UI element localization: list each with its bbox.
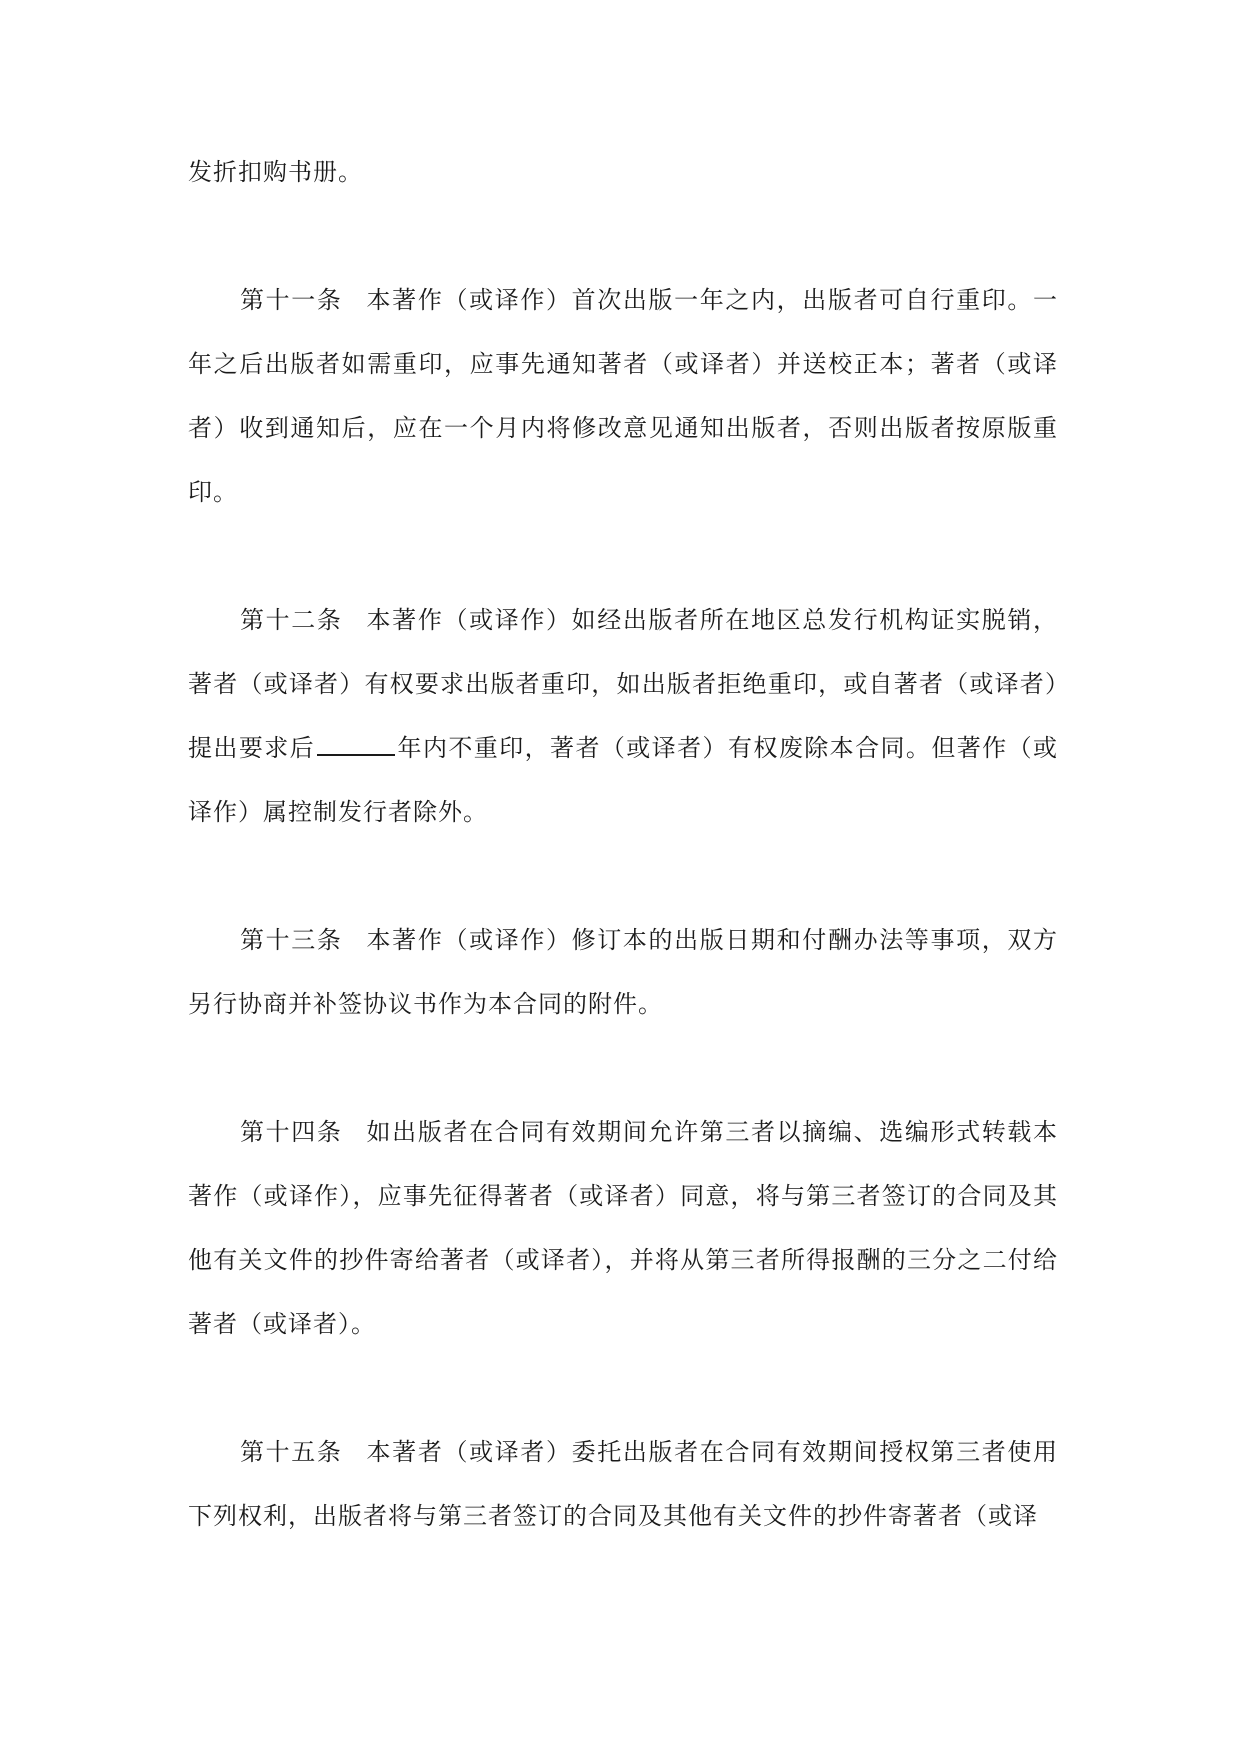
article-15 <box>188 1420 1058 1548</box>
article-13 <box>188 908 1058 1036</box>
document-body <box>188 140 1058 1612</box>
article-text: 如出版者在合同有效期间允许第三者以摘编、选编形式转载本著作（或译作），应事先征得著者（或译者）同意，将与第三者签订的合同及其他有关文件的抄件寄给著者（或译者），并将从第三者所得报酬的三分之二付给著者（或译者）。 <box>188 1118 1059 1338</box>
article-number: 第十四条 <box>240 1118 343 1146</box>
article-text: 本著者（或译者）委托出版者在合同有效期间授权第三者使用下列权利，出版者将与第三者签订的合同及其他有关文件的抄件寄著者（或译 <box>188 1438 1059 1530</box>
article-number: 第十二条 <box>240 606 343 634</box>
article-12 <box>188 588 1058 844</box>
article-11 <box>188 268 1058 524</box>
continuation-paragraph <box>188 140 1058 204</box>
article-number: 第十一条 <box>240 286 343 314</box>
article-number: 第十三条 <box>240 926 343 954</box>
article-text-before-blank: 本著作（或译作）如经出版者所在地区总发行机构证实脱销，著者（或译者）有权要求出版者重印，如出版者拒绝重印，或自著者（或译者）提出要求后 <box>188 606 1059 762</box>
article-number: 第十五条 <box>240 1438 343 1466</box>
article-text-after-blank: 年内不重印，著者（或译者）有权废除本合同。但著作（或译作）属控制发行者除外。 <box>188 734 1059 826</box>
article-14 <box>188 1100 1058 1356</box>
article-text: 本著作（或译作）首次出版一年之内，出版者可自行重印。一年之后出版者如需重印，应事先通知著者（或译者）并送校正本；著者（或译者）收到通知后，应在一个月内将修改意见通知出版者，否则出版者按原版重印。 <box>188 286 1059 506</box>
continuation-text: 发折扣购书册。 <box>188 158 363 186</box>
article-text: 本著作（或译作）修订本的出版日期和付酬办法等事项，双方另行协商并补签协议书作为本合同的附件。 <box>188 926 1059 1018</box>
fill-in-blank[interactable] <box>317 732 395 756</box>
